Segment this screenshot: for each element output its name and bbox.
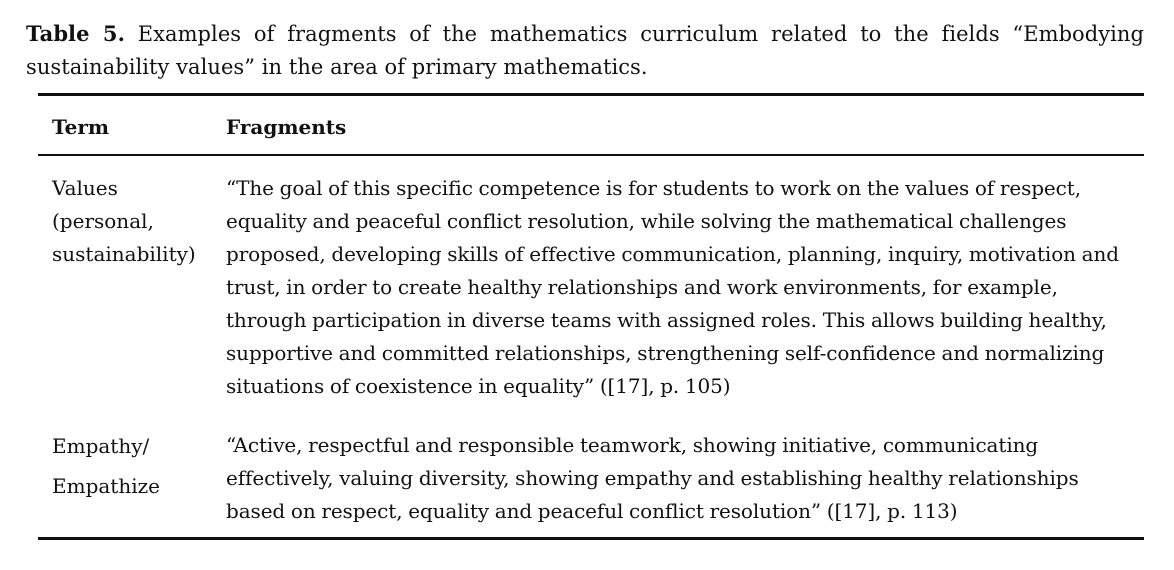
table-top-rule <box>38 93 1144 96</box>
table-header-rule <box>38 154 1144 156</box>
table-caption <box>26 17 1144 84</box>
table-caption-text: Examples of fragments of the mathematics curriculum related to the fields “Embodying sustainability values” in the area of primary mathematics. <box>26 22 1144 79</box>
term-line: Empathy/ <box>52 434 150 458</box>
column-header-term: Term <box>52 115 110 139</box>
column-header-fragments: Fragments <box>226 115 347 139</box>
term-line: Empathize <box>52 474 160 498</box>
term-line: Values <box>52 176 118 200</box>
table-row-2-term <box>52 429 222 509</box>
term-line: sustainability) <box>52 242 196 266</box>
table-caption-label: Table 5. <box>26 21 125 46</box>
table-row-2-fragment: “Active, respectful and responsible teamwork, showing initiative, communicating effectively, valuing diversity, showing empathy and establishing healthy relationships based on respect, equality and peaceful conflict resolution” ([17], p. 113) <box>226 433 1079 523</box>
term-line: (personal, <box>52 209 154 233</box>
table-row-1-fragment: “The goal of this specific competence is for students to work on the values of respect, equality and peaceful conflict resolution, while solving the mathematical challenges proposed, developing skills of effective communication, planning, inquiry, motivation and trust, in order to create healthy relationships and work environments, for example, through participation in diverse teams with assigned roles. This allows building healthy, supportive and committed relationships, strengthening self-confidence and normalizing situations of coexistence in equality” ([17], p. 105) <box>226 176 1119 398</box>
table-bottom-rule <box>38 537 1144 540</box>
table-row-1-term <box>52 172 222 271</box>
